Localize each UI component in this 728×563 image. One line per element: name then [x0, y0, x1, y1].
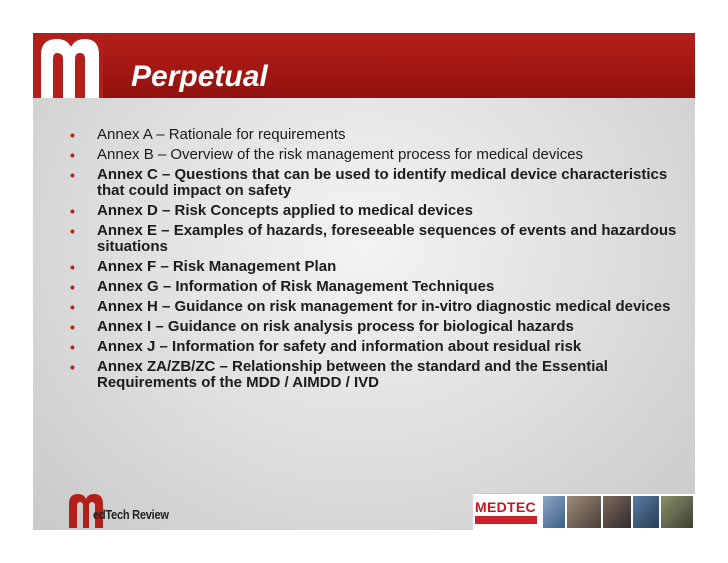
- bullet-icon: •: [70, 127, 75, 143]
- bullet-icon: •: [70, 223, 75, 239]
- list-item-text: Annex H – Guidance on risk management for in-vitro diagnostic medical devices: [97, 298, 671, 315]
- bullet-icon: •: [70, 147, 75, 163]
- annex-list: [67, 127, 682, 395]
- bullet-icon: •: [70, 339, 75, 355]
- list-item-text: Annex I – Guidance on risk analysis process for biological hazards: [97, 318, 574, 335]
- medtec-banner: [473, 493, 695, 530]
- bullet-icon: •: [70, 359, 75, 375]
- list-item-text: Annex C – Questions that can be used to identify medical device characteristics that could impact on safety: [97, 166, 668, 199]
- page-title: Perpetual: [131, 60, 268, 93]
- bullet-icon: •: [70, 299, 75, 315]
- list-item: [67, 127, 682, 143]
- footer-logo-text: edTech Review: [93, 507, 169, 522]
- banner-photo-3: [603, 496, 631, 528]
- banner-underline: [475, 516, 537, 524]
- slide-header: [33, 33, 695, 98]
- medtech-logo-icon: [33, 33, 103, 98]
- banner-photo-1: [543, 496, 565, 528]
- banner-title: MEDTEC: [475, 499, 536, 515]
- list-item: [67, 259, 682, 275]
- list-item: [67, 359, 682, 391]
- list-item: [67, 319, 682, 335]
- list-item: [67, 147, 682, 163]
- list-item-text: Annex E – Examples of hazards, foreseeable sequences of events and hazardous situations: [97, 222, 677, 255]
- list-item: [67, 167, 682, 199]
- bullet-icon: •: [70, 167, 75, 183]
- list-item-text: Annex D – Risk Concepts applied to medical devices: [97, 202, 473, 219]
- list-item: [67, 339, 682, 355]
- list-item-text: Annex G – Information of Risk Management Techniques: [97, 278, 495, 295]
- banner-photo-2: [567, 496, 601, 528]
- list-item-text: Annex ZA/ZB/ZC – Relationship between the standard and the Essential Requirements of the MDD / AIMDD / IVD: [97, 358, 608, 391]
- list-item-text: Annex A – Rationale for requirements: [97, 126, 346, 143]
- list-item: [67, 279, 682, 295]
- list-item: [67, 299, 682, 315]
- bullet-icon: •: [70, 203, 75, 219]
- slide: [33, 33, 695, 530]
- bullet-icon: •: [70, 279, 75, 295]
- list-item-text: Annex F – Risk Management Plan: [97, 258, 337, 275]
- list-item-text: Annex J – Information for safety and information about residual risk: [97, 338, 582, 355]
- banner-photo-5: [661, 496, 693, 528]
- list-item-text: Annex B – Overview of the risk management process for medical devices: [97, 146, 584, 163]
- bullet-icon: •: [70, 259, 75, 275]
- list-item: [67, 203, 682, 219]
- banner-photo-4: [633, 496, 659, 528]
- list-item: [67, 223, 682, 255]
- bullet-icon: •: [70, 319, 75, 335]
